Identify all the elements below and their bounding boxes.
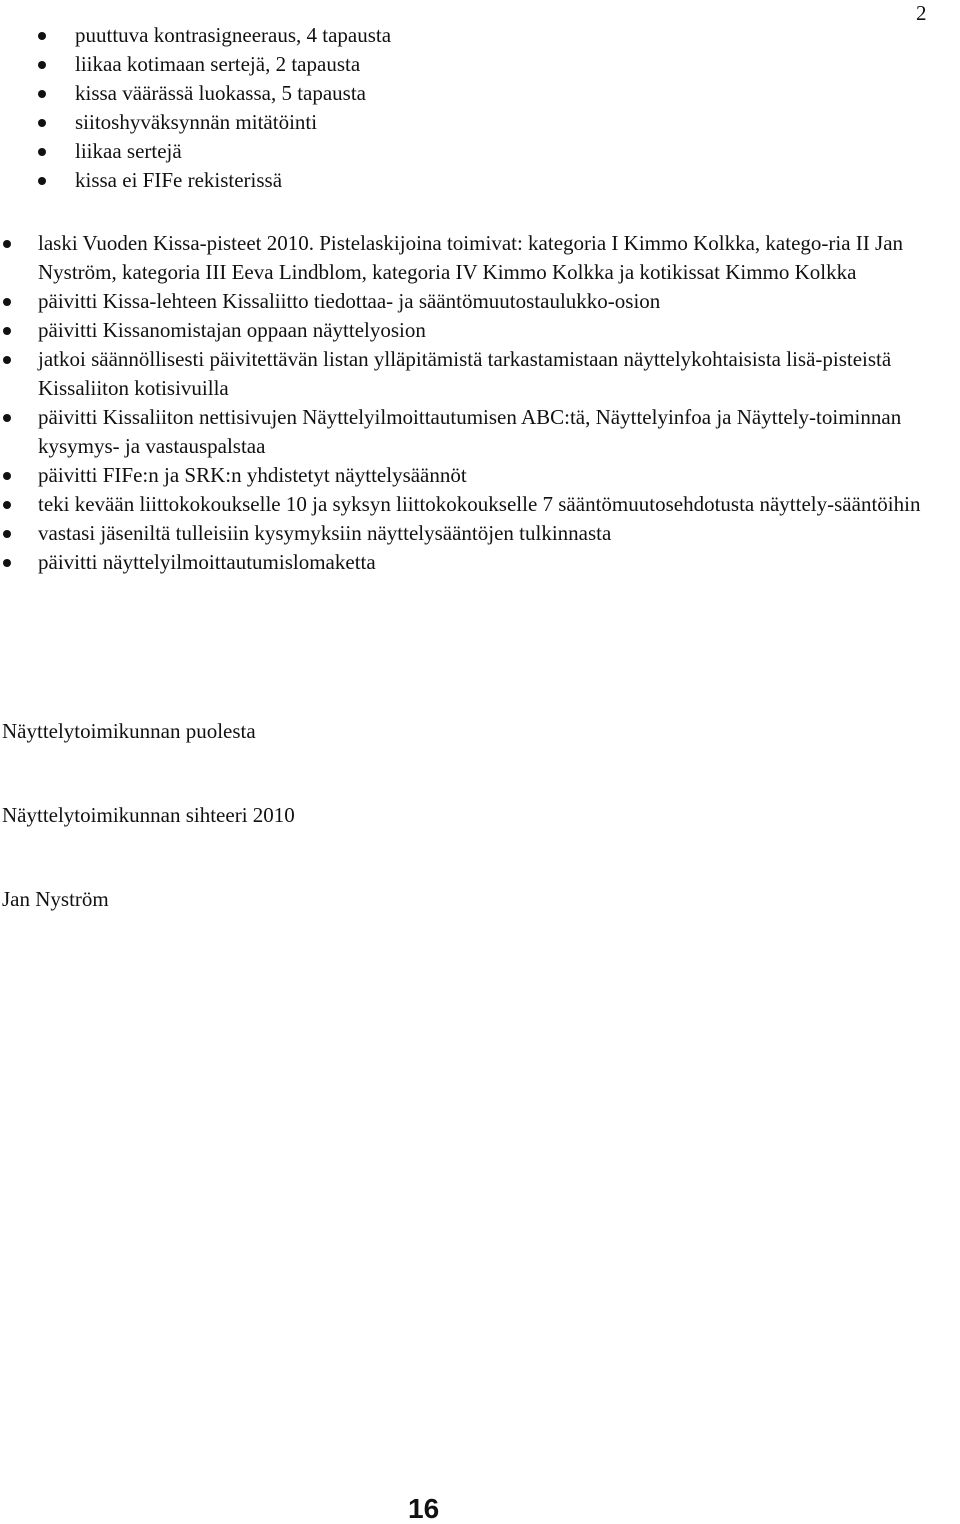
list-item-text: siitoshyväksynnän mitätöinti <box>75 110 318 134</box>
list-item <box>0 21 960 50</box>
list-item <box>0 519 960 548</box>
list-item <box>0 490 960 519</box>
signature-on-behalf: Näyttelytoimikunnan puolesta <box>2 719 256 743</box>
list-item-text: jatkoi säännöllisesti päivitettävän listan ylläpitämistä tarkastamistaan näyttelykohtaisista lisä-pisteistä Kissaliiton kotisivuilla <box>38 347 892 400</box>
bullet-icon <box>38 61 46 69</box>
bullet-icon <box>3 472 11 480</box>
list-item <box>0 345 960 403</box>
bullet-icon <box>38 90 46 98</box>
bullet-icon <box>38 177 46 185</box>
bullet-icon <box>3 327 11 335</box>
list-item <box>0 461 960 490</box>
signature-name: Jan Nyström <box>2 887 109 911</box>
signature-role: Näyttelytoimikunnan sihteeri 2010 <box>2 803 295 827</box>
list-item-text: laski Vuoden Kissa-pisteet 2010. Pistelaskijoina toimivat: kategoria I Kimmo Kolkka, katego-ria II Jan Nyström, kategoria III Eeva Lindblom, kategoria IV Kimmo Kolkka ja kotikissat Kimmo Kolkka <box>38 231 904 284</box>
bullet-icon <box>3 356 11 364</box>
list-item-text: päivitti FIFe:n ja SRK:n yhdistetyt näyttelysäännöt <box>38 463 467 487</box>
list-item-text: liikaa kotimaan sertejä, 2 tapausta <box>75 52 361 76</box>
sub-bullet-list <box>0 21 960 195</box>
bullet-icon <box>38 32 46 40</box>
list-item-text: kissa väärässä luokassa, 5 tapausta <box>75 81 366 105</box>
bullet-icon <box>38 119 46 127</box>
list-item-text: päivitti Kissa-lehteen Kissaliitto tiedottaa- ja sääntömuutostaulukko-osion <box>38 289 661 313</box>
bullet-icon <box>3 414 11 422</box>
list-item <box>0 79 960 108</box>
list-item-text: kissa ei FIFe rekisterissä <box>75 168 283 192</box>
list-item-text: vastasi jäseniltä tulleisiin kysymyksiin näyttelysääntöjen tulkinnasta <box>38 521 612 545</box>
list-item <box>0 316 960 345</box>
bullet-icon <box>3 298 11 306</box>
list-item <box>0 108 960 137</box>
list-item-text: liikaa sertejä <box>75 139 182 163</box>
list-item-text: teki kevään liittokokoukselle 10 ja syksyn liittokokoukselle 7 sääntömuutosehdotusta näyttely-sääntöihin <box>38 492 921 516</box>
list-item <box>0 137 960 166</box>
bullet-icon <box>3 501 11 509</box>
main-bullet-list <box>0 229 960 577</box>
list-item-text: päivitti näyttelyilmoittautumislomaketta <box>38 550 376 574</box>
list-item <box>0 548 960 577</box>
list-item-text: puuttuva kontrasigneeraus, 4 tapausta <box>75 23 392 47</box>
footer-page-number: 16 <box>408 1493 440 1524</box>
bullet-icon <box>3 240 11 248</box>
list-item <box>0 229 960 287</box>
list-item-text: päivitti Kissanomistajan oppaan näyttelyosion <box>38 318 426 342</box>
list-item <box>0 403 960 461</box>
list-item <box>0 166 960 195</box>
list-item-text: päivitti Kissaliiton nettisivujen Näyttelyilmoittautumisen ABC:tä, Näyttelyinfoa ja Näyttely-toiminnan kysymys- ja vastauspalstaa <box>38 405 902 458</box>
bullet-icon <box>3 559 11 567</box>
list-item <box>0 50 960 79</box>
list-item <box>0 287 960 316</box>
page-number: 2 <box>916 1 927 25</box>
bullet-icon <box>3 530 11 538</box>
bullet-icon <box>38 148 46 156</box>
